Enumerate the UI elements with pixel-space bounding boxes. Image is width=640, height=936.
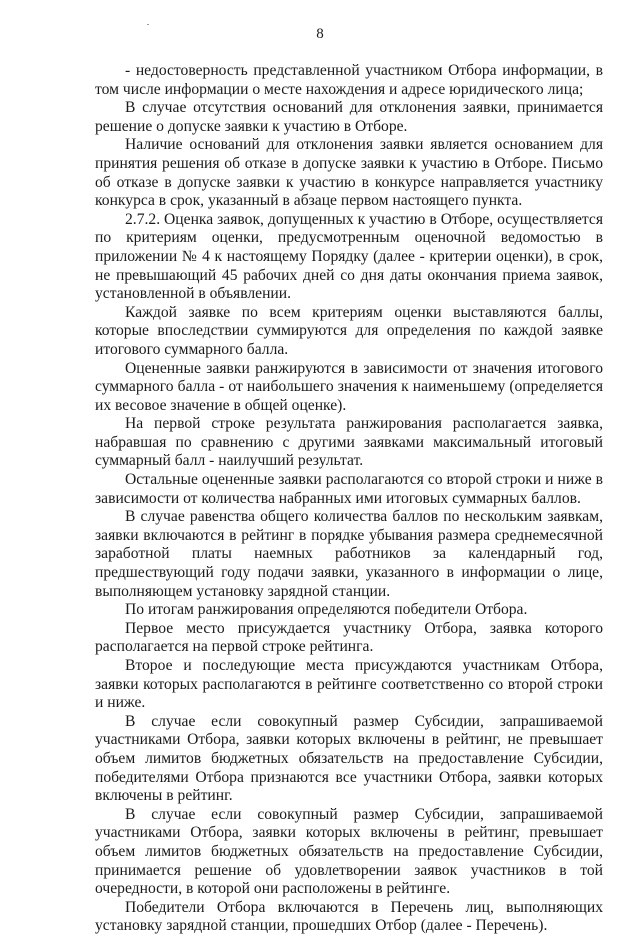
paragraph-12: Второе и последующие места присуждаются участникам Отбора, заявки которых располагаются в рейтинге соответственно со второй строки и ниже. — [95, 657, 603, 712]
body-text — [95, 62, 603, 936]
paragraph-5: Каждой заявке по всем критериям оценки выставляются баллы, которые впоследствии суммируются для определения по каждой заявке итогового суммарного балла. — [95, 303, 603, 358]
paragraph-8: Остальные оцененные заявки располагаются со второй строки и ниже в зависимости от количества набранных ими итоговых суммарных баллов. — [95, 471, 603, 507]
paragraph-2: В случае отсутствия оснований для отклонения заявки, принимается решение о допуске заявки к участию в Отборе. — [95, 99, 603, 135]
paragraph-4: 2.7.2. Оценка заявок, допущенных к участию в Отборе, осуществляется по критериям оценки, предусмотренным оценочной ведомостью в приложении № 4 к настоящему Порядку (далее - критерии оценки), в срок, не превышающий 45 рабочих дней со дня даты окончания приема заявок, установленной в объявлении. — [95, 210, 603, 303]
paragraph-6: Оцененные заявки ранжируются в зависимости от значения итогового суммарного балла - от наибольшего значения к наименьшему (определяется их весовое значение в общей оценке). — [95, 359, 603, 414]
paragraph-14: В случае если совокупный размер Субсидии, запрашиваемой участниками Отбора, заявки которых включены в рейтинг, превышает объем лимитов бюджетных обязательств на предоставление Субсидии, принимается решение об удовлетворении заявок участников в той очередности, в которой они расположены в рейтинге. — [95, 805, 603, 898]
paragraph-7: На первой строке результата ранжирования располагается заявка, набравшая по сравнению с другими заявками максимальный итоговый суммарный балл - наилучший результат. — [95, 415, 603, 470]
page-number: 8 — [316, 26, 324, 42]
paragraph-13: В случае если совокупный размер Субсидии, запрашиваемой участниками Отбора, заявки которых включены в рейтинг, не превышает объем лимитов бюджетных обязательств на предоставление Субсидии, победителями Отбора признаются все участники Отбора, заявки которых включены в рейтинг. — [95, 712, 603, 805]
paragraph-10: По итогам ранжирования определяются победители Отбора. — [125, 601, 528, 619]
paragraph-15: Победители Отбора включаются в Перечень лиц, выполняющих установку зарядной станции, прошедших Отбор (далее - Перечень). — [95, 898, 603, 935]
paragraph-9: В случае равенства общего количества баллов по нескольким заявкам, заявки включаются в рейтинг в порядке убывания размера среднемесячной заработной платы наемных работников за календарный год, предшествующий году подачи заявки, указанного в информации о лице, выполняющем установку зарядной станции. — [95, 508, 603, 600]
paragraph-11: Первое место присуждается участнику Отбора, заявка которого располагается на первой строке рейтинга. — [95, 619, 603, 656]
paragraph-1: - недостоверность представленной участником Отбора информации, в том числе информации о месте нахождения и адресе юридического лица; — [95, 62, 603, 98]
paragraph-3: Наличие оснований для отклонения заявки является основанием для принятия решения об отказе в допуске заявки к участию в Отборе. Письмо об отказе в допуске заявки к участию в конкурсе направляется участнику конкурса в срок, указанный в абзаце первом настоящего пункта. — [95, 136, 603, 210]
